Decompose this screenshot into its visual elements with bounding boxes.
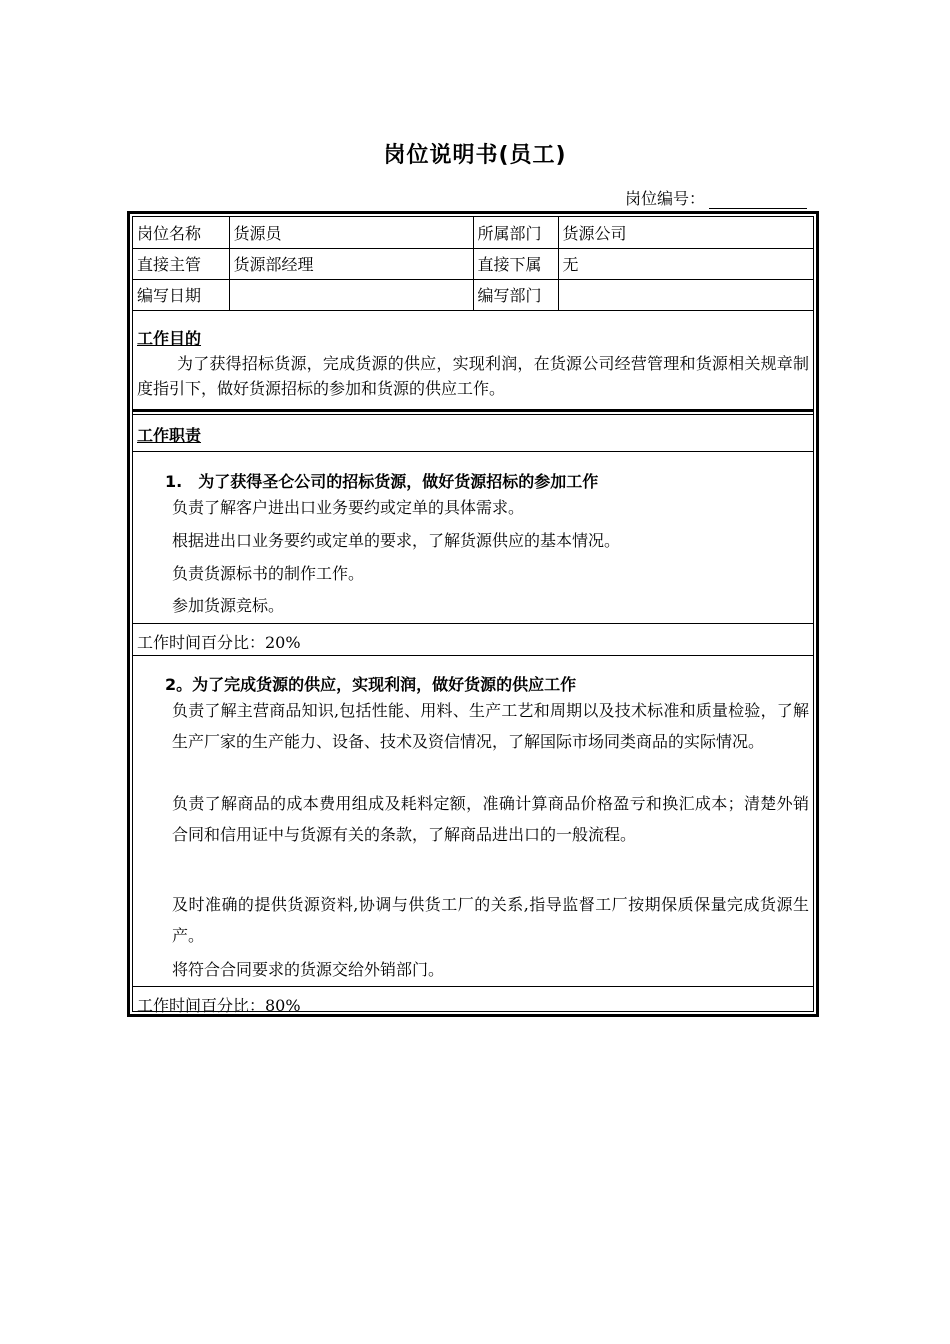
- info-row: [133, 217, 813, 248]
- value-post-name: 货源员: [229, 217, 473, 248]
- duty-item: 及时准确的提供货源资料,协调与供货工厂的关系,指导监督工厂按期保质保量完成货源生产。: [172, 895, 809, 945]
- value-write-date: [229, 279, 473, 310]
- purpose-heading: 工作目的: [137, 329, 202, 348]
- value-write-department: [558, 279, 813, 310]
- duty-item: 负责了解主营商品知识,包括性能、用料、生产工艺和周期以及技术标准和质量检验，了解生产厂家的生产能力、设备、技术及资信情况，了解国际市场同类商品的实际情况。: [172, 701, 809, 751]
- info-row: [133, 279, 813, 310]
- document-inner-frame: [132, 216, 814, 1015]
- duties-heading: 工作职责: [137, 426, 202, 445]
- duty-item: 根据进出口业务要约或定单的要求，了解货源供应的基本情况。: [172, 531, 621, 550]
- duty-group-title: 1. 为了获得圣仑公司的招标货源，做好货源招标的参加工作: [165, 472, 599, 491]
- label-write-department: 编写部门: [473, 279, 558, 310]
- value-direct-subordinate: 无: [558, 248, 813, 279]
- duty-item: 将符合合同要求的货源交给外销部门。: [172, 960, 445, 979]
- duty-item: 负责货源标书的制作工作。: [172, 564, 365, 583]
- row-divider: [133, 623, 813, 624]
- row-divider: [133, 986, 813, 987]
- section-divider: [133, 414, 813, 415]
- duties-heading-divider: [133, 451, 813, 452]
- info-row: [133, 248, 813, 279]
- value-direct-supervisor: 货源部经理: [229, 248, 473, 279]
- document-frame: [127, 211, 819, 1017]
- label-post-name: 岗位名称: [133, 217, 229, 248]
- label-department: 所属部门: [473, 217, 558, 248]
- work-time-percent: 工作时间百分比：80%: [137, 996, 301, 1015]
- post-number-blank[interactable]: [709, 192, 807, 209]
- label-direct-supervisor: 直接主管: [133, 248, 229, 279]
- duty-item: 参加货源竞标。: [172, 596, 285, 615]
- post-number-label: 岗位编号：: [624, 189, 705, 208]
- label-direct-subordinate: 直接下属: [473, 248, 558, 279]
- work-time-percent: 工作时间百分比：20%: [137, 633, 301, 652]
- section-divider: [133, 409, 813, 412]
- page-title: 岗位说明书(员工): [383, 143, 567, 168]
- value-department: 货源公司: [558, 217, 813, 248]
- row-divider: [133, 655, 813, 656]
- duty-item: 负责了解商品的成本费用组成及耗料定额，准确计算商品价格盈亏和换汇成本；清楚外销合同和信用证中与货源有关的条款，了解商品进出口的一般流程。: [172, 794, 809, 844]
- duty-group-title: 2。为了完成货源的供应，实现利润，做好货源的供应工作: [165, 675, 577, 694]
- purpose-section: [133, 327, 813, 401]
- info-table: [133, 217, 813, 311]
- purpose-text: 为了获得招标货源，完成货源的供应，实现利润，在货源公司经营管理和货源相关规章制度指引下，做好货源招标的参加和货源的供应工作。: [137, 354, 809, 398]
- duty-item: 负责了解客户进出口业务要约或定单的具体需求。: [172, 498, 525, 517]
- post-number-field: [625, 186, 807, 209]
- label-write-date: 编写日期: [133, 279, 229, 310]
